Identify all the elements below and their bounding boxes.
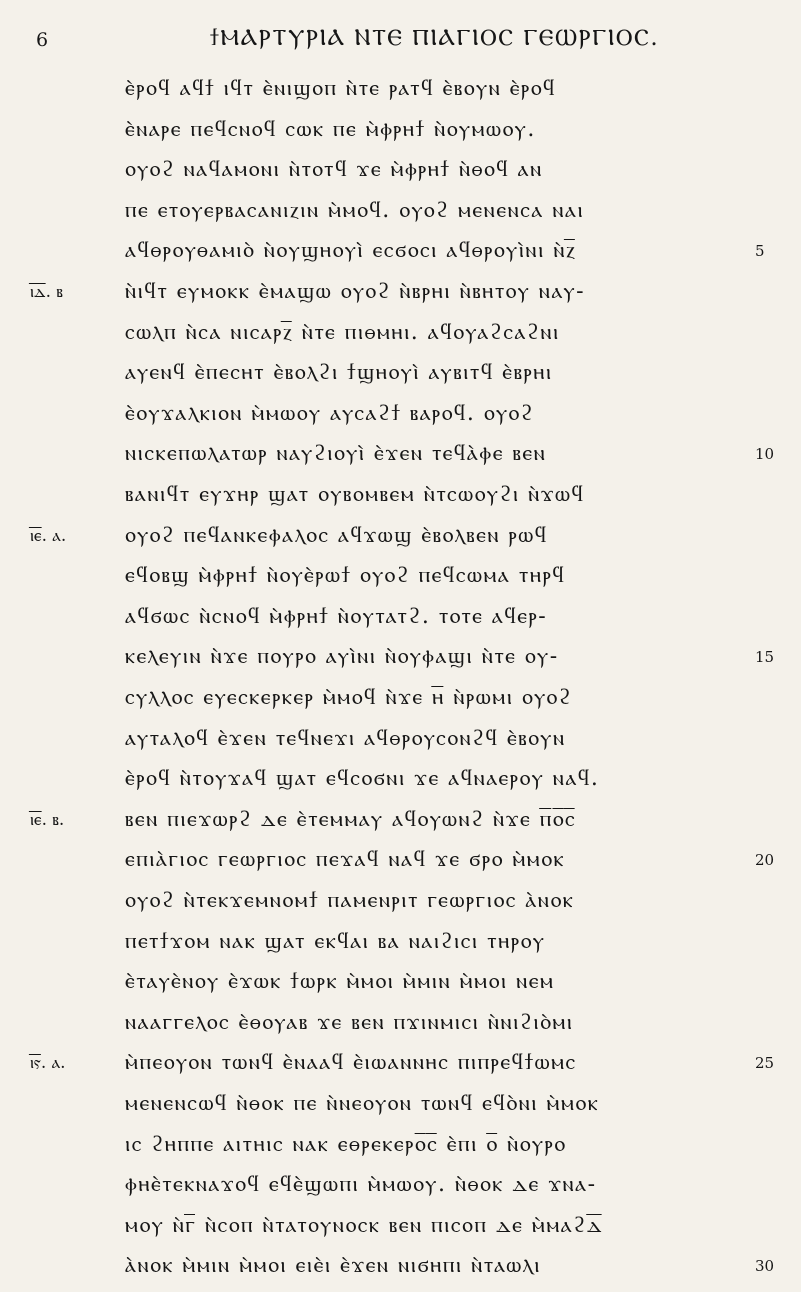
line-text: ⲙⲟⲩ ⲛ̀ⲅ̅ ⲛ̀ⲥⲟⲡ ⲛ̀ⲧⲁⲧⲟⲩⲛⲟⲥⲕ ⲃⲉⲛ ⲡⲓⲥⲟⲡ ⲇⲉ ⲙ̀ⲙⲁϩⲇ̅ — [125, 1212, 604, 1238]
line-text: ⲁϥⲑⲣⲟⲩⲑⲁⲙⲓⲟ̀ ⲛ̀ⲟⲩϣⲏⲟⲩⲓ̀ ⲉⲥϭⲟⲥⲓ ⲁϥⲑⲣⲟⲩⲓ̀ⲛⲓ ⲛ̀ⲍ̅ — [125, 238, 577, 264]
line-text: ⲛⲁⲁⲅⲅⲉⲗⲟⲥ ⲉ̀ⲑⲟⲩⲁⲃ ϫⲉ ⲃⲉⲛ ⲡϫⲓⲛⲙⲓⲥⲓ ⲛ̀ⲛⲓϩⲓⲟ̀ⲙⲓ — [125, 1009, 574, 1035]
line-text: ⲁⲩⲧⲁⲗⲟϥ ⲉ̀ϫⲉⲛ ⲧⲉϥⲛⲉϫⲓ ⲁϥⲑⲣⲟⲩⲥⲟⲛϩϥ ⲉ̀ⲃⲟⲩⲛ — [125, 725, 566, 751]
text-line — [0, 116, 801, 156]
line-text: ⲉ̀ⲛⲁⲣⲉ ⲡⲉϥⲥⲛⲟϥ ⲥⲱⲕ ⲡⲉ ⲙ̀ⲫⲣⲏϯ ⲛ̀ⲟⲩⲙⲱⲟⲩ. — [125, 116, 536, 142]
text-line — [0, 846, 801, 886]
text-line — [0, 887, 801, 927]
text-line — [0, 968, 801, 1008]
text-line — [0, 765, 801, 805]
text-line — [0, 928, 801, 968]
text-line — [0, 1009, 801, 1049]
line-text: ⲙ̀ⲡⲉⲟⲩⲟⲛ ⲧⲱⲛϥ ⲉ̀ⲛⲁⲁϥ ⲉ̀ⲓⲱⲁⲛⲛⲏⲥ ⲡⲓⲡⲣⲉϥϯⲱⲙⲥ — [125, 1050, 577, 1076]
text-line — [0, 1131, 801, 1171]
line-text: ⲟⲩⲟϩ ⲡⲉϥⲁⲛⲕⲉⲫⲁⲗⲟⲥ ⲁϥϫⲱϣ ⲉ̀ⲃⲟⲗⲃⲉⲛ ⲣⲱϥ — [125, 522, 548, 548]
text-line — [0, 75, 801, 115]
text-line — [0, 643, 801, 683]
line-number: 15 — [755, 648, 775, 667]
text-line — [0, 725, 801, 765]
line-text: ⲙⲉⲛⲉⲛⲥⲱϥ ⲛ̀ⲑⲟⲕ ⲡⲉ ⲛ̀ⲛⲉⲟⲩⲟⲛ ⲧⲱⲛϥ ⲉϥⲟ̀ⲛⲓ ⲙ̀ⲙⲟⲕ — [125, 1091, 600, 1116]
text-line — [0, 400, 801, 440]
text-line — [0, 806, 801, 846]
line-number: 10 — [755, 445, 775, 464]
chapter-marker: ⲓ̅ⲇ̅. ⲃ — [30, 282, 63, 302]
chapter-marker: ⲓ̅ⲉ̅. ⲁ. — [30, 525, 67, 546]
text-line — [0, 440, 801, 480]
text-line — [0, 1171, 801, 1211]
line-text: ⲛ̀ⲓϥⲧ ⲉⲩⲙⲟⲕⲕ ⲉ̀ⲙⲁϣⲱ ⲟⲩⲟϩ ⲛ̀ⲃⲣⲏⲓ ⲛ̀ⲃⲏⲧⲟⲩ ⲛⲁⲩ- — [125, 279, 586, 304]
text-line — [0, 1090, 801, 1130]
running-title: ϯⲘⲀⲢⲦⲨⲢⲒⲀ ⲚⲦⲈ ⲠⲒⲀⲄⲒⲞⲤ ⲄⲈⲰⲢⲄⲒⲞⲤ. — [210, 25, 660, 51]
line-text: ⲕⲉⲗⲉⲩⲓⲛ ⲛ̀ϫⲉ ⲡⲟⲩⲣⲟ ⲁⲩⲓ̀ⲛⲓ ⲛ̀ⲟⲩⲫⲁϣⲓ ⲛ̀ⲧⲉ ⲟⲩ- — [125, 644, 559, 670]
text-line — [0, 278, 801, 318]
line-text: ⲟⲩⲟϩ ⲛⲁϥⲁⲙⲟⲛⲓ ⲛ̀ⲧⲟⲧϥ ϫⲉ ⲙ̀ⲫⲣⲏϯ ⲛ̀ⲑⲟϥ ⲁⲛ — [125, 157, 543, 183]
line-number: 5 — [755, 242, 765, 261]
text-line — [0, 156, 801, 196]
line-text: ⲁⲩⲉⲛϥ ⲉ̀ⲡⲉⲥⲏⲧ ⲉ̀ⲃⲟⲗϩⲓ ϯϣⲏⲟⲩⲓ̀ ⲁⲩⲃⲓⲧϥ ⲉ̀ⲃⲣⲏⲓ — [125, 360, 553, 386]
line-text: ⲓⲥ ϩⲏⲡⲡⲉ ⲁⲓⲧⲏⲓⲥ ⲛⲁⲕ ⲉⲑⲣⲉⲕⲉⲣⲟ̅ⲥ̅ ⲉ̀ⲡⲓ ⲟ̅ ⲛ̀ⲟⲩⲣⲟ — [125, 1131, 567, 1157]
line-text: ⲟⲩⲟϩ ⲛ̀ⲧⲉⲕϫⲉⲙⲛⲟⲙϯ ⲡⲁⲙⲉⲛⲣⲓⲧ ⲅⲉⲱⲣⲅⲓⲟⲥ ⲁ̀ⲛⲟⲕ — [125, 888, 575, 913]
line-text: ⲉⲡⲓⲁ̀ⲅⲓⲟⲥ ⲅⲉⲱⲣⲅⲓⲟⲥ ⲡⲉϫⲁϥ ⲛⲁϥ ϫⲉ ϭⲣⲟ ⲙ̀ⲙⲟⲕ — [125, 847, 566, 873]
line-text: ⲁ̀ⲛⲟⲕ ⲙ̀ⲙⲓⲛ ⲙ̀ⲙⲟⲓ ⲉⲓⲉ̀ⲓ ⲉ̀ϫⲉⲛ ⲛⲓϭⲏⲡⲓ ⲛ̀ⲧⲁⲱⲗⲓ — [125, 1253, 541, 1279]
line-text: ⲉ̀ⲟⲩϫⲁⲗⲕⲓⲟⲛ ⲙ̀ⲙⲱⲟⲩ ⲁⲩⲥⲁϩϯ ⲃⲁⲣⲟϥ. ⲟⲩⲟϩ — [125, 400, 535, 426]
line-text: ⲉ̀ⲧⲁⲩⲉ̀ⲛⲟⲩ ⲉ̀ϫⲱⲕ ϯⲱⲣⲕ ⲙ̀ⲙⲟⲓ ⲙ̀ⲙⲓⲛ ⲙ̀ⲙⲟⲓ ⲛⲉⲙ — [125, 969, 555, 995]
line-text: ⲃⲉⲛ ⲡⲓⲉϫⲱⲣϩ ⲇⲉ ⲉ̀ⲧⲉⲙⲙⲁⲩ ⲁϥⲟⲩⲱⲛϩ ⲛ̀ϫⲉ ⲡ̅ⲟ̅ⲥ̅ — [125, 806, 577, 832]
text-line — [0, 237, 801, 277]
text-line — [0, 197, 801, 237]
text-line — [0, 562, 801, 602]
line-text: ⲡⲉ ⲉⲧⲟⲩⲉⲣⲃⲁⲥⲁⲛⲓⲍⲓⲛ ⲙ̀ⲙⲟϥ. ⲟⲩⲟϩ ⲙⲉⲛⲉⲛⲥⲁ ⲛⲁⲓ — [125, 197, 585, 223]
line-text: ⲫⲏⲉ̀ⲧⲉⲕⲛⲁϫⲟϥ ⲉϥⲉ̀ϣⲱⲡⲓ ⲙ̀ⲙⲱⲟⲩ. ⲛ̀ⲑⲟⲕ ⲇⲉ ϫⲛⲁ- — [125, 1172, 597, 1198]
text-line — [0, 1252, 801, 1292]
line-text: ⲡⲉⲧϯϫⲟⲙ ⲛⲁⲕ ϣⲁⲧ ⲉⲕϥⲁⲓ ⲃⲁ ⲛⲁⲓϩⲓⲥⲓ ⲧⲏⲣⲟⲩ — [125, 928, 546, 954]
line-text: ⲥⲩⲗⲗⲟⲥ ⲉⲩⲉⲥⲕⲉⲣⲕⲉⲣ ⲙ̀ⲙⲟϥ ⲛ̀ϫⲉ ⲏ̅ ⲛ̀ⲣⲱⲙⲓ ⲟⲩⲟϩ — [125, 685, 573, 710]
line-text: ⲉ̀ⲣⲟϥ ⲛ̀ⲧⲟⲩϫⲁϥ ϣⲁⲧ ⲉϥⲥⲟϭⲛⲓ ϫⲉ ⲁϥⲛⲁⲉⲣⲟⲩ ⲛⲁϥ. — [125, 766, 600, 792]
text-line — [0, 359, 801, 399]
line-text: ⲉϥⲟⲃϣ ⲙ̀ⲫⲣⲏϯ ⲛ̀ⲟⲩⲉ̀ⲣⲱϯ ⲟⲩⲟϩ ⲡⲉϥⲥⲱⲙⲁ ⲧⲏⲣϥ — [125, 563, 566, 589]
line-text: ⲛⲓⲥⲕⲉⲡⲱⲗⲁⲧⲱⲣ ⲛⲁⲩϩⲓⲟⲩⲓ̀ ⲉ̀ϫⲉⲛ ⲧⲉϥⲁ̀ⲫⲉ ⲃⲉⲛ — [125, 441, 547, 467]
line-text: ⲁϥϭⲱⲥ ⲛ̀ⲥⲛⲟϥ ⲙ̀ⲫⲣⲏϯ ⲛ̀ⲟⲩⲧⲁⲧϩ. ⲧⲟⲧⲉ ⲁϥⲉⲣ- — [125, 603, 548, 629]
text-line — [0, 1049, 801, 1089]
line-text: ⲃⲁⲛⲓϥⲧ ⲉⲩϫⲏⲣ ϣⲁⲧ ⲟⲩⲃⲟⲙⲃⲉⲙ ⲛ̀ⲧⲥⲱⲟⲩϩⲓ ⲛ̀ϫⲱϥ — [125, 482, 585, 507]
line-number: 30 — [755, 1257, 775, 1276]
page-number: 6 — [36, 29, 49, 51]
text-line — [0, 684, 801, 724]
line-number: 25 — [755, 1054, 775, 1073]
line-number: 20 — [755, 851, 775, 870]
line-text: ⲥⲱⲗⲡ ⲛ̀ⲥⲁ ⲛⲓⲥⲁⲣⲍ̅ ⲛ̀ⲧⲉ ⲡⲓⲑⲙⲏⲓ. ⲁϥⲟⲩⲁϩⲥⲁϩⲛⲓ — [125, 319, 560, 345]
text-line — [0, 319, 801, 359]
line-text: ⲉ̀ⲣⲟϥ ⲁϥϯ ⲓϥⲧ ⲉ̀ⲛⲓϣⲟⲡ ⲛ̀ⲧⲉ ⲣⲁⲧϥ ⲉ̀ⲃⲟⲩⲛ ⲉ̀ⲣⲟϥ — [125, 76, 556, 101]
text-line — [0, 522, 801, 562]
chapter-marker: ⲓ̅ⲋ̅. ⲁ. — [30, 1053, 66, 1074]
text-line — [0, 603, 801, 643]
chapter-marker: ⲓ̅ⲉ̅. ⲃ. — [30, 809, 65, 830]
text-line — [0, 1212, 801, 1252]
text-line — [0, 481, 801, 521]
